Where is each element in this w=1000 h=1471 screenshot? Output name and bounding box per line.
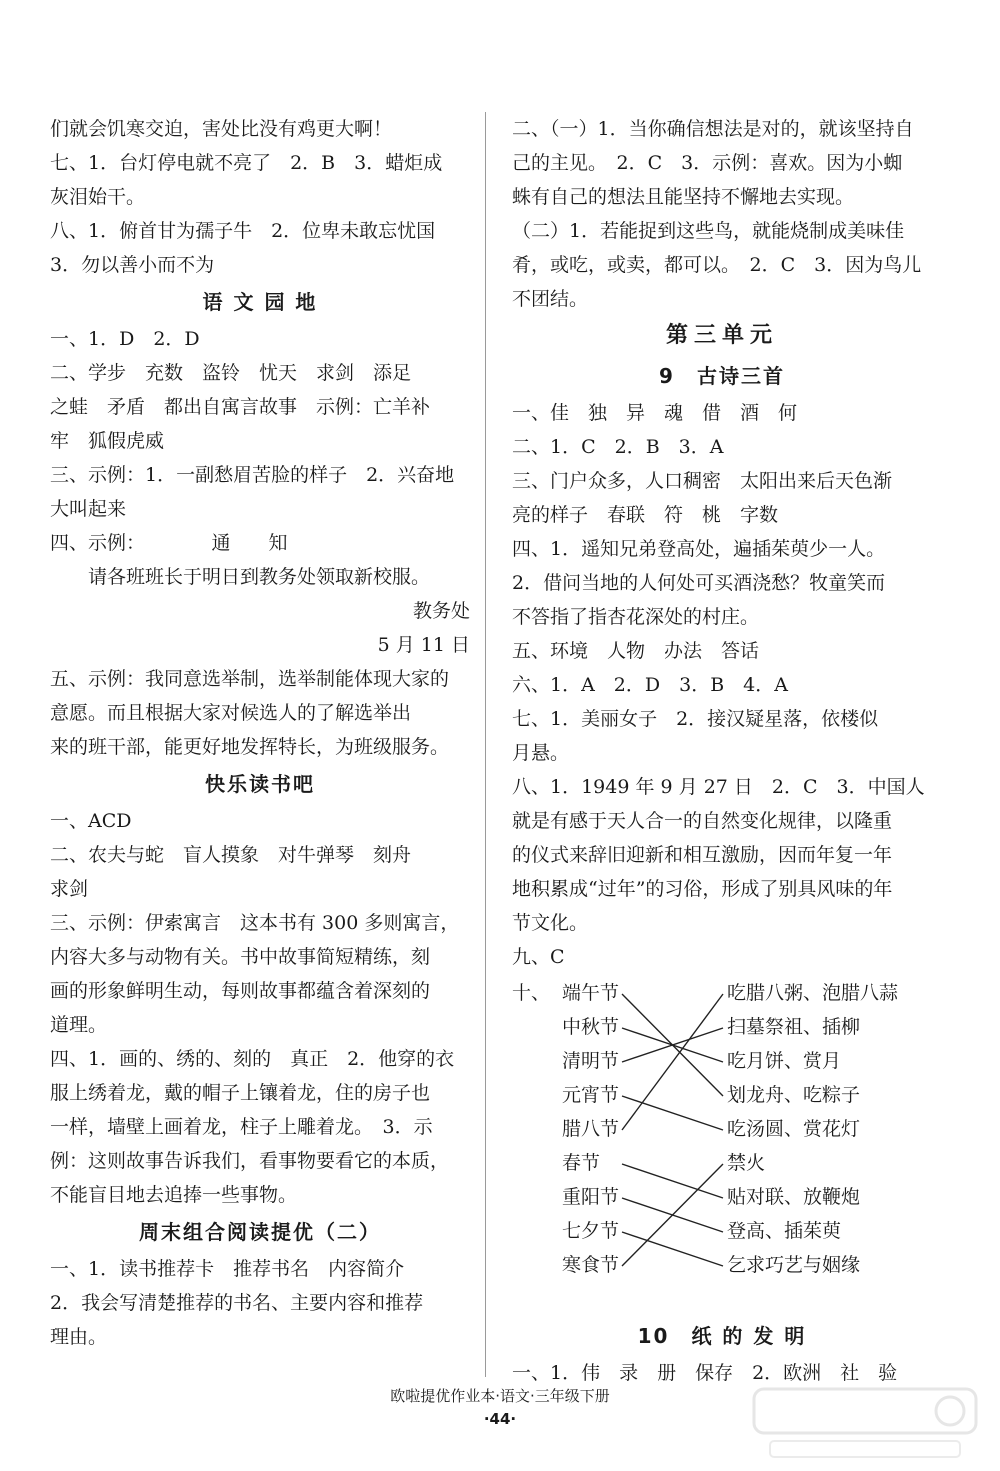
matching-line	[622, 1232, 723, 1266]
text-line: 一样，墙壁上画着龙，柱子上雕着龙。 3．示	[50, 1116, 433, 1138]
festival-item: 中秋节	[562, 1016, 620, 1038]
text-line: 理由。	[50, 1326, 108, 1348]
text-line: 不团结。	[512, 288, 589, 310]
watermark-logo	[750, 1385, 980, 1465]
text-line: 一、1．读书推荐卡 推荐书名 内容简介	[50, 1258, 405, 1280]
text-line: 六、1．A 2．D 3．B 4．A	[512, 674, 788, 696]
festival-matching	[512, 976, 932, 1316]
festival-item: 清明节	[562, 1050, 620, 1072]
text-line: 月悬。	[512, 742, 570, 764]
right-bottom-block	[512, 1316, 932, 1390]
notice-signature: 教务处	[412, 600, 470, 622]
text-line: 就是有感于天人合一的自然变化规律，以隆重	[512, 810, 893, 832]
festival-item: 重阳节	[562, 1186, 620, 1208]
text-line: 七、1．美丽女子 2．接汉疑星落，依楼似	[512, 708, 879, 730]
text-line: 七、1．台灯停电就不亮了 2．B 3．蜡炬成	[50, 152, 443, 174]
text-line: 三、示例：伊索寓言 这本书有 300 多则寓言，	[50, 912, 460, 934]
text-line: 一、ACD	[50, 810, 132, 832]
text-line: 一、1．伟 录 册 保存 2．欧洲 社 验	[512, 1362, 898, 1384]
unit-heading: 第三单元	[665, 323, 778, 348]
footer-title: 欧啦提优作业本·语文·三年级下册	[390, 1387, 610, 1405]
text-line: 亮的样子 春联 符 桃 字数	[512, 504, 779, 526]
festival-item: 寒食节	[562, 1254, 620, 1276]
text-line: 内容大多与动物有关。书中故事简短精练，刻	[50, 946, 431, 968]
text-line: 牢 狐假虎威	[50, 430, 165, 452]
text-line: 三、门户众多，人口稠密 太阳出来后天色渐	[512, 470, 893, 492]
text-line: 二、学步 充数 盗铃 忧天 求剑 添足	[50, 362, 412, 384]
text-line: 四、1．遥知兄弟登高处，遍插茱萸少一人。	[512, 538, 886, 560]
text-line: 四、1．画的、绣的、刻的 真正 2．他穿的衣	[50, 1048, 455, 1070]
text-line: 2．借问当地的人何处可买酒浇愁？牧童笑而	[512, 572, 886, 594]
section-heading: 9 古诗三首	[659, 364, 785, 388]
matching-line	[622, 994, 723, 1130]
custom-item: 吃月饼、赏月	[727, 1050, 842, 1072]
text-line: 己的主见。 2．C 3．示例：喜欢。因为小蜘	[512, 152, 903, 174]
text-line: 五、示例：我同意选举制，选举制能体现大家的	[50, 668, 450, 690]
text-line: 蛛有自己的想法且能坚持不懈地去实现。	[512, 186, 855, 208]
festival-item: 春节	[562, 1152, 601, 1174]
text-line: 3．勿以善小而不为	[50, 254, 215, 276]
text-line: 道理。	[50, 1014, 108, 1036]
text-line: 八、1．俯首甘为孺子牛 2．位卑未敢忘忧国	[50, 220, 436, 242]
section-heading: 10 纸 的 发 明	[637, 1324, 807, 1348]
page-number: ·44·	[483, 1410, 517, 1428]
text-line: 之蛙 矛盾 都出自寓言故事 示例：亡羊补	[50, 396, 431, 418]
festival-item: 腊八节	[562, 1118, 620, 1140]
text-line: 二、（一）1．当你确信想法是对的，就该坚持自	[512, 118, 914, 140]
left-column	[50, 112, 470, 1354]
right-top-block	[512, 112, 932, 974]
custom-item: 划龙舟、吃粽子	[727, 1084, 861, 1106]
text-line: 二、1．C 2．B 3．A	[512, 436, 724, 458]
text-line: 五、环境 人物 办法 答话	[512, 640, 760, 662]
matching-line	[622, 1164, 723, 1266]
notice-body: 请各班班长于明日到教务处领取新校服。	[88, 566, 431, 588]
text-line: 肴，或吃，或卖，都可以。 2．C 3．因为鸟儿	[512, 254, 922, 276]
column-divider	[485, 112, 486, 1377]
text-line: 灰泪始干。	[50, 186, 146, 208]
festival-item: 元宵节	[562, 1084, 620, 1106]
text-line: 节文化。	[512, 912, 589, 934]
text-line: （二）1．若能捉到这些鸟，就能烧制成美味佳	[512, 220, 905, 242]
section-heading: 周末组合阅读提优（二）	[139, 1220, 381, 1244]
text-line: 例：这则故事告诉我们，看事物要看它的本质，	[50, 1150, 450, 1172]
text-line: 地积累成“过年”的习俗，形成了别具风味的年	[512, 878, 893, 900]
text-line: 2．我会写清楚推荐的书名、主要内容和推荐	[50, 1292, 424, 1314]
text-line: 意愿。而且根据大家对候选人的了解选举出	[50, 702, 412, 724]
custom-item: 登高、插茱萸	[727, 1220, 842, 1242]
text-line: 服上绣着龙，戴的帽子上镶着龙，住的房子也	[50, 1082, 431, 1104]
section-heading: 快乐读书吧	[205, 772, 315, 796]
text-line: 来的班干部，能更好地发挥特长，为班级服务。	[50, 736, 450, 758]
custom-item: 乞求巧艺与姻缘	[727, 1254, 861, 1276]
right-column	[512, 112, 932, 1390]
custom-item: 贴对联、放鞭炮	[727, 1186, 861, 1208]
custom-item: 禁火	[727, 1152, 766, 1174]
text-line: 八、1．1949 年 9 月 27 日 2．C 3．中国人	[512, 776, 925, 798]
text-line: 九、C	[512, 946, 565, 968]
matching-line	[622, 1096, 723, 1130]
custom-item: 扫墓祭祖、插柳	[727, 1016, 861, 1038]
notice-signature: 5 月 11 日	[377, 634, 470, 656]
text-line: 不答指了指杏花深处的村庄。	[512, 606, 760, 628]
text-line: 四、示例： 通 知	[50, 532, 288, 554]
text-line: 大叫起来	[50, 498, 127, 520]
festival-item: 七夕节	[562, 1220, 620, 1242]
custom-item: 吃腊八粥、泡腊八蒜	[727, 982, 899, 1004]
text-line: 一、1．D 2．D	[50, 328, 200, 350]
text-line: 二、农夫与蛇 盲人摸象 对牛弹琴 刻舟	[50, 844, 412, 866]
text-line: 们就会饥寒交迫，害处比没有鸡更大啊！	[50, 118, 393, 140]
section-heading: 语 文 园 地	[202, 290, 318, 314]
text-line: 画的形象鲜明生动，每则故事都蕴含着深刻的	[50, 980, 431, 1002]
matching-tag: 十、	[512, 982, 551, 1004]
custom-item: 吃汤圆、赏花灯	[727, 1118, 861, 1140]
text-line: 不能盲目地去追捧一些事物。	[50, 1184, 298, 1206]
text-line: 一、佳 独 异 魂 借 酒 何	[512, 402, 798, 424]
text-line: 求剑	[50, 878, 89, 900]
matching-line	[622, 1164, 723, 1198]
text-line: 的仪式来辞旧迎新和相互激励，因而年复一年	[512, 844, 893, 866]
text-line: 三、示例：1．一副愁眉苦脸的样子 2．兴奋地	[50, 464, 455, 486]
festival-item: 端午节	[562, 982, 620, 1004]
